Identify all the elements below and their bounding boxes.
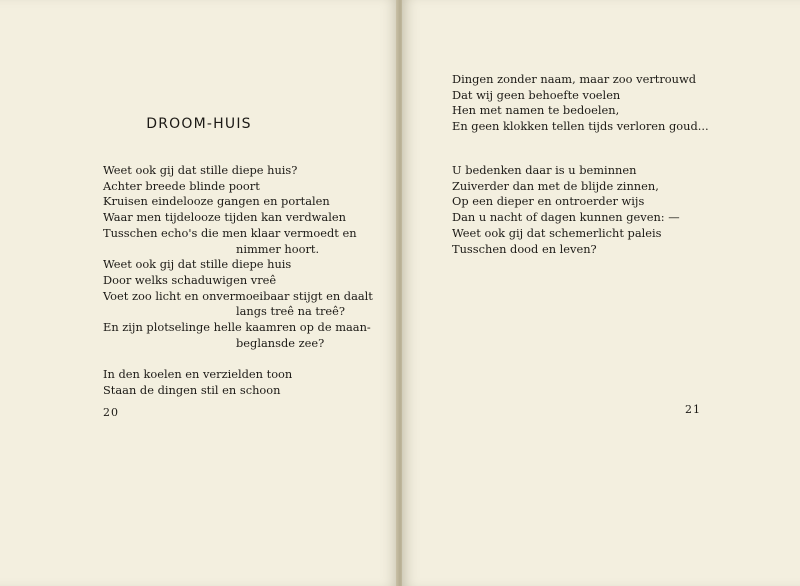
- page-number-left: 20: [103, 406, 119, 419]
- poem-line: Op een dieper en ontroerder wijs: [452, 194, 645, 209]
- poem-line: En geen klokken tellen tijds verloren goud...: [452, 119, 709, 134]
- poem-line: beglansde zee?: [236, 335, 325, 350]
- poem-line: Hen met namen te bedoelen,: [452, 103, 620, 118]
- right-stanza-2: [452, 163, 680, 257]
- poem-line: Kruisen eindelooze gangen en portalen: [103, 194, 330, 209]
- page-number-right: 21: [685, 403, 701, 416]
- poem-line: Weet ook gij dat stille diepe huis?: [103, 163, 298, 177]
- poem-line: Dat wij geen behoefte voelen: [452, 87, 621, 102]
- poem-line: Dingen zonder naam, maar zoo vertrouwd: [452, 72, 697, 86]
- poem-line: Staan de dingen stil en schoon: [103, 382, 281, 397]
- poem-line: Weet ook gij dat schemerlicht paleis: [452, 225, 662, 240]
- right-stanza-1: [452, 72, 709, 135]
- left-stanza-1: [103, 163, 373, 351]
- poem-line: Tusschen dood en leven?: [452, 241, 597, 256]
- poem-title: DROOM-HUIS: [146, 116, 252, 132]
- poem-line: Waar men tijdelooze tijden kan verdwalen: [103, 210, 346, 225]
- poem-line: Weet ook gij dat stille diepe huis: [103, 257, 292, 272]
- poem-line: langs treê na treê?: [236, 304, 346, 319]
- poem-line: nimmer hoort.: [236, 241, 320, 256]
- poem-line: En zijn plotselinge helle kaamren op de maan-: [103, 320, 371, 335]
- poem-line: Tusschen echo's die men klaar vermoedt en: [103, 225, 357, 240]
- left-stanza-2: [103, 367, 292, 398]
- poem-line: U bedenken daar is u beminnen: [452, 163, 637, 177]
- right-page: [402, 0, 800, 586]
- poem-line: Zuiverder dan met de blijde zinnen,: [452, 178, 659, 193]
- poem-line: Voet zoo licht en onvermoeibaar stijgt en daalt: [103, 288, 373, 303]
- poem-line: Door welks schaduwigen vreê: [103, 272, 277, 287]
- poem-line: In den koelen en verzielden toon: [103, 367, 293, 381]
- poem-line: Dan u nacht of dagen kunnen geven: —: [452, 210, 680, 225]
- left-page: [0, 0, 398, 586]
- poem-line: Achter breede blinde poort: [103, 178, 260, 193]
